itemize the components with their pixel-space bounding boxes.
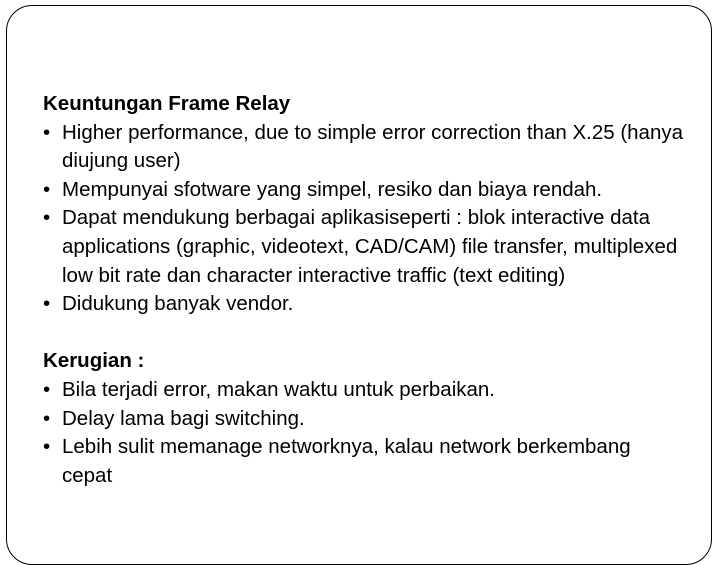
list-item — [43, 290, 683, 319]
list-item-text: Higher performance, due to simple error correction than X.25 (hanya diujung user) — [62, 120, 684, 173]
disadvantages-heading: Kerugian : — [43, 349, 145, 373]
list-item — [43, 433, 683, 490]
bullet-icon: • — [43, 377, 51, 401]
list-item — [43, 119, 683, 176]
bullet-icon: • — [43, 435, 51, 459]
list-item-text: Didukung banyak vendor. — [62, 292, 294, 316]
section-spacer — [43, 319, 683, 348]
advantages-list — [43, 119, 683, 319]
list-item-text: Dapat mendukung berbagai aplikasiseperti : blok interactive data applications (graphic, videotext, CAD/CAM) file transfer, multiplexed low bit rate dan character interactive traffic (text editing) — [62, 206, 678, 287]
list-item — [43, 204, 683, 290]
list-item-text: Delay lama bagi switching. — [62, 406, 305, 430]
list-item-text: Mempunyai sfotware yang simpel, resiko dan biaya rendah. — [62, 177, 603, 201]
advantages-heading: Keuntungan Frame Relay — [43, 92, 291, 115]
bullet-icon: • — [43, 292, 51, 316]
bullet-icon: • — [43, 206, 51, 230]
bullet-icon: • — [43, 406, 51, 430]
slide-content — [43, 90, 683, 490]
bullet-icon: • — [43, 120, 51, 144]
disadvantages-list — [43, 376, 683, 490]
list-item-text: Lebih sulit memanage networknya, kalau network berkembang cepat — [62, 435, 631, 487]
bullet-icon: • — [43, 177, 51, 201]
list-item-text: Bila terjadi error, makan waktu untuk perbaikan. — [62, 377, 496, 401]
list-item — [43, 176, 683, 205]
list-item — [43, 376, 683, 405]
list-item — [43, 405, 683, 434]
